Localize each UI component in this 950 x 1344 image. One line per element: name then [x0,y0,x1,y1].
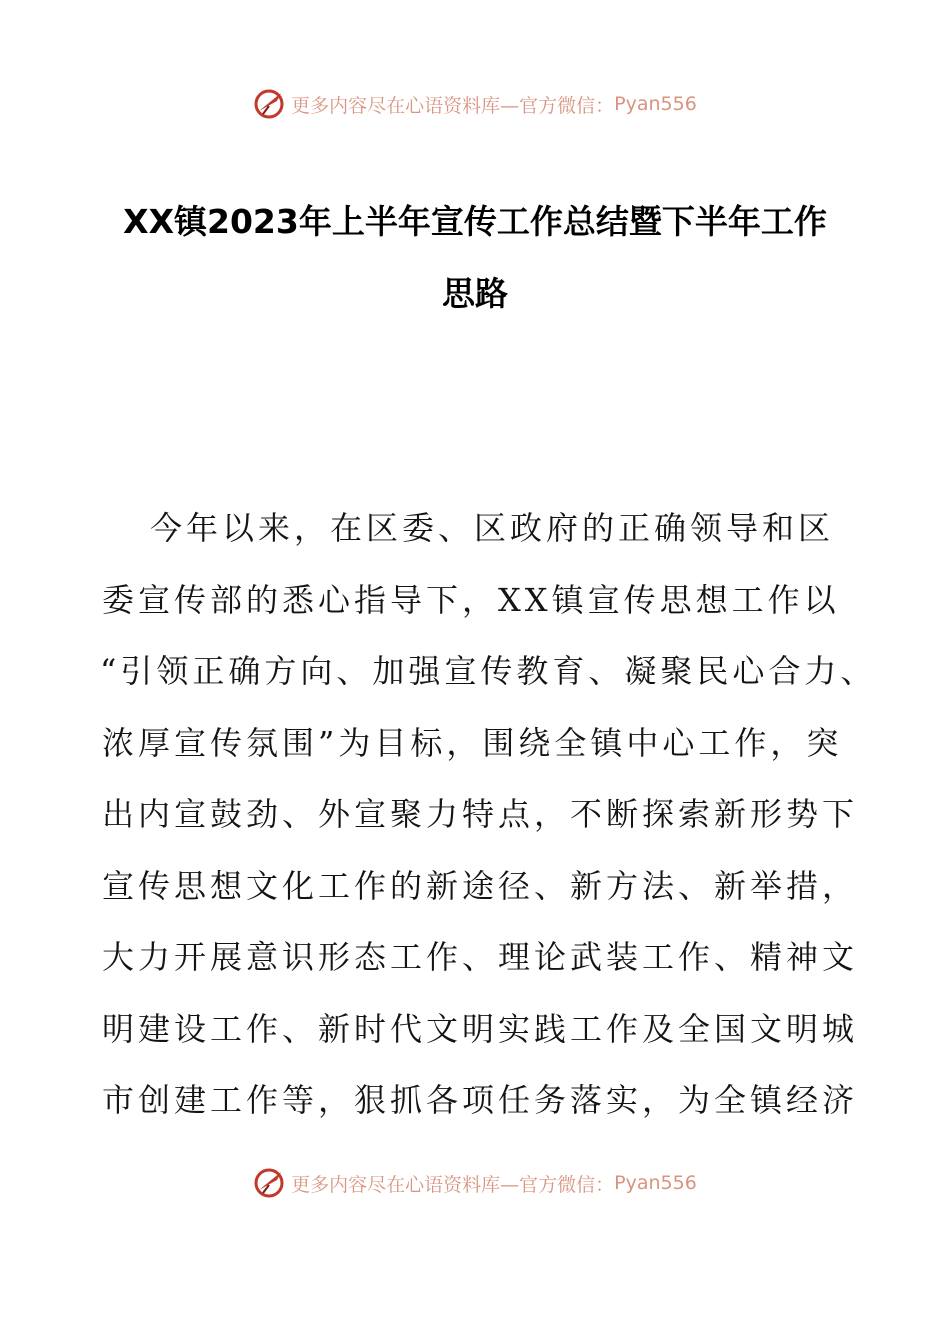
body-line: 今年以来，在区委、区政府的正确领导和区 [150,509,835,547]
body-line: 市创建工作等，狠抓各项任务落实，为全镇经济 [102,1081,859,1119]
body-line: 委宣传部的悉心指导下，XX镇宣传思想工作以 [102,581,840,619]
body-line: 宣传思想文化工作的新途径、新方法、新举措， [102,867,859,905]
document-title-line-1: XX镇2023年上半年宣传工作总结暨下半年工作 [123,202,827,241]
quill-logo-icon [253,1166,287,1200]
body-line: 大力开展意识形态工作、理论武装工作、精神文 [102,938,859,976]
watermark-banner-top [0,84,950,124]
watermark-text: 更多内容尽在心语资料库—官方微信： [291,94,615,117]
body-line: 出内宣鼓劲、外宣聚力特点，不断探索新形势下 [102,795,859,833]
body-line: 浓厚宣传氛围”为目标，围绕全镇中心工作，突 [102,724,843,762]
watermark-text: 更多内容尽在心语资料库—官方微信： [291,1173,615,1196]
body-line: “引领正确方向、加强宣传教育、凝聚民心合力、 [100,652,877,690]
watermark-wechat-id: Pyan556 [614,1172,697,1194]
watermark-wechat-id: Pyan556 [614,93,697,115]
quill-logo-icon [253,87,287,121]
body-line: 明建设工作、新时代文明实践工作及全国文明城 [102,1010,859,1048]
watermark-banner-bottom [0,1163,950,1203]
document-title-line-2: 思路 [442,274,508,313]
